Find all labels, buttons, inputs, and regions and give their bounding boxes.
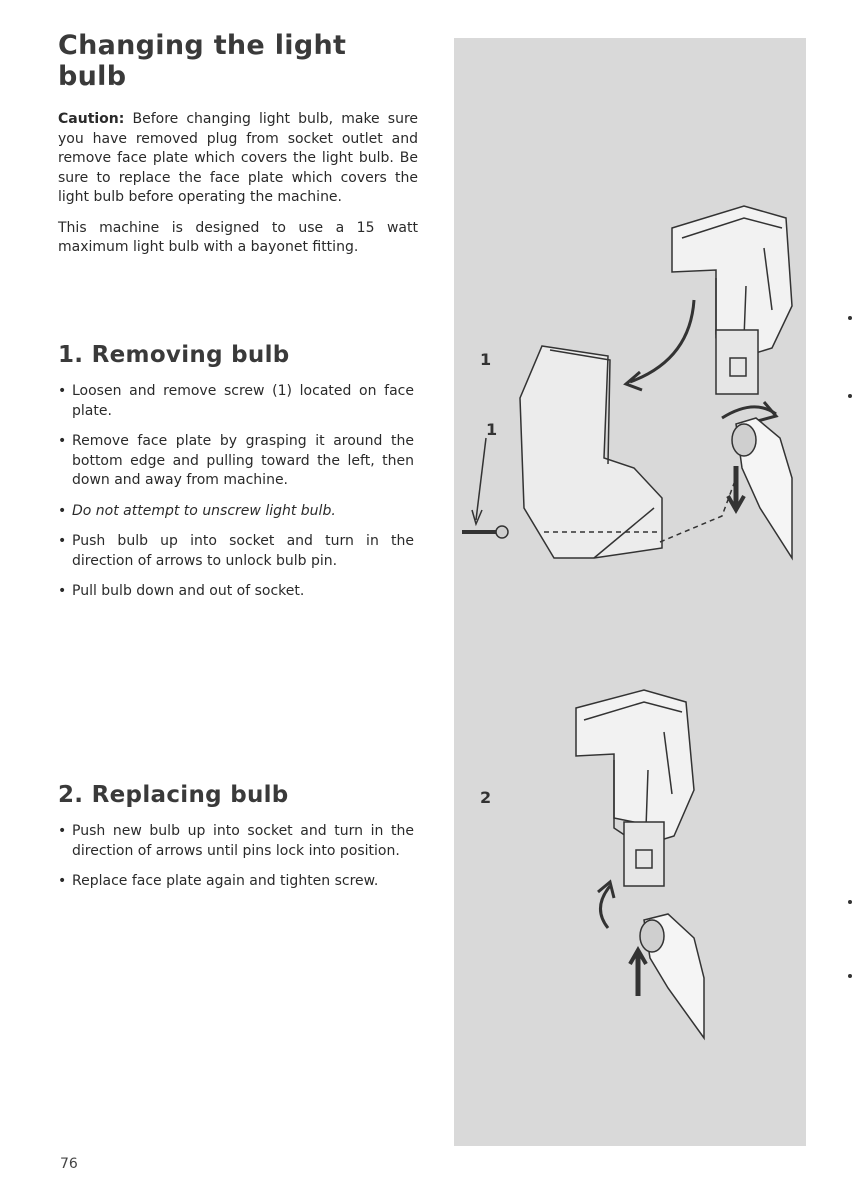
socket-housing [716, 330, 758, 394]
list-item: • Remove face plate by grasping it around the bottom edge and pulling toward the left, then down and away from machine. [58, 432, 414, 491]
caution-label: Caution: [58, 111, 125, 127]
edge-mark [848, 316, 852, 320]
alignment-line [660, 478, 736, 542]
removal-arrow [630, 300, 694, 382]
list-item: • Push new bulb up into socket and turn in the direction of arrows until pins lock into position. [58, 822, 414, 861]
screw-head [496, 526, 508, 538]
figure-2-label: 2 [480, 788, 492, 807]
machine-head-shape [576, 690, 694, 844]
page-number: 76 [60, 1156, 78, 1172]
socket-housing [624, 822, 664, 886]
list-item: • Loosen and remove screw (1) located on face plate. [58, 382, 414, 421]
list-item: • Do not attempt to unscrew light bulb. [58, 502, 414, 522]
illustration-svg [454, 38, 806, 1146]
list-item: • Push bulb up into socket and turn in the direction of arrows to unlock bulb pin. [58, 532, 414, 571]
page-title: Changing the light bulb [58, 30, 347, 92]
illustration-panel [454, 38, 806, 1146]
list-item: • Replace face plate again and tighten screw. [58, 872, 414, 892]
fingernail-shape [640, 920, 664, 952]
rotation-arrow [600, 886, 610, 928]
replacing-bulb-heading: 2. Replacing bulb [58, 782, 289, 808]
intro-section [58, 30, 418, 269]
list-item: • Pull bulb down and out of socket. [58, 582, 414, 602]
replacing-bulb-section [58, 782, 414, 903]
intro-paragraph: This machine is designed to use a 15 watt maximum light bulb with a bayonet fitting. [58, 219, 418, 255]
removing-bulb-section [58, 342, 414, 613]
callout-arrow [476, 438, 486, 520]
fingernail-shape [732, 424, 756, 456]
figure-1-illustration [462, 206, 792, 558]
edge-mark [848, 974, 852, 978]
caution-paragraph [58, 110, 418, 208]
figure-1-callout: 1 [486, 420, 498, 439]
edge-mark [848, 900, 852, 904]
removing-bulb-steps [58, 382, 414, 602]
caution-text: Before changing light bulb, make sure you have removed plug from socket outlet and remove face plate which covers the light bulb. Be sure to replace the face plate which covers the light bulb before operating the machine. [58, 111, 419, 205]
removing-bulb-heading: 1. Removing bulb [58, 342, 290, 368]
figure-2-illustration [576, 690, 704, 1038]
figure-1-label: 1 [480, 350, 492, 369]
replacing-bulb-steps [58, 822, 414, 892]
edge-mark [848, 394, 852, 398]
